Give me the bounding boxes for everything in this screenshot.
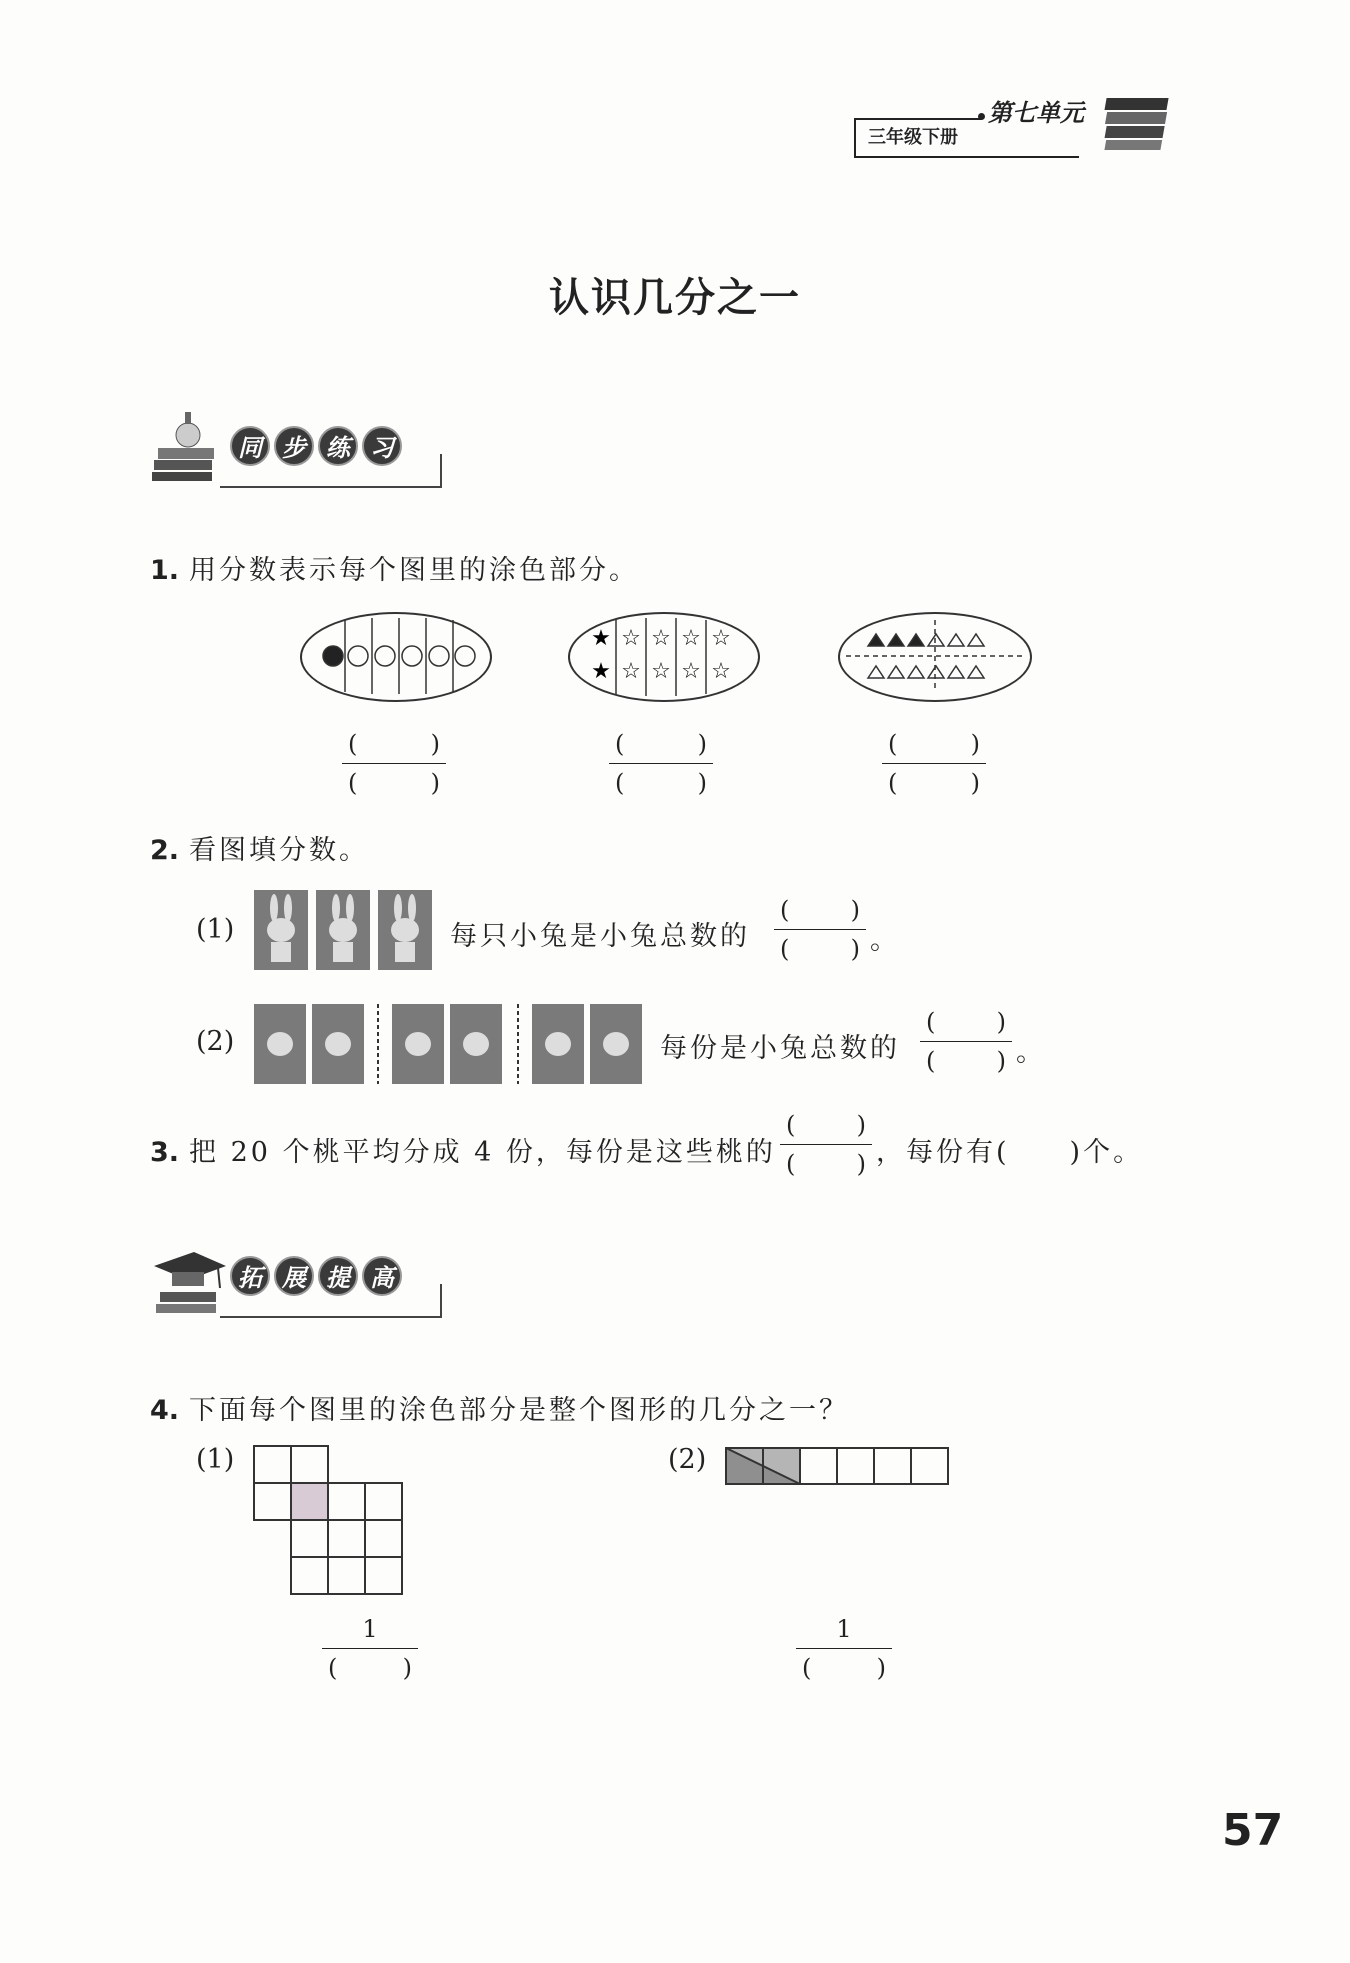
header-line — [854, 118, 856, 156]
bunny-icon — [254, 890, 440, 972]
extension-banner — [148, 1240, 448, 1320]
svg-text:☆: ☆ — [681, 626, 701, 651]
svg-text:☆: ☆ — [651, 626, 671, 651]
unit-header — [848, 90, 1188, 170]
banner-char: 同 — [230, 426, 270, 466]
svg-text:☆: ☆ — [681, 659, 701, 684]
banner-title — [230, 426, 402, 466]
header-dot — [978, 113, 985, 120]
banner-title — [230, 1256, 402, 1296]
fraction-answer[interactable]: 1 ( ) — [322, 1612, 418, 1685]
svg-text:☆: ☆ — [711, 659, 731, 684]
triangles-icon — [838, 612, 1032, 702]
fraction-answer[interactable]: 1 ( ) — [796, 1612, 892, 1685]
practice-banner — [148, 410, 448, 490]
svg-text:☆: ☆ — [621, 659, 641, 684]
strip-figure — [724, 1446, 954, 1488]
unit-label: 第七单元 — [988, 99, 1084, 127]
fraction-answer[interactable]: ( ) ( ) — [920, 1005, 1012, 1078]
svg-text:☆: ☆ — [711, 626, 731, 651]
part-label: (1) — [196, 914, 235, 945]
part-label: (1) — [196, 1444, 235, 1475]
question-3: 3. 把 20 个桃平均分成 4 份，每份是这些桃的 — [150, 1137, 776, 1168]
svg-text:☆: ☆ — [651, 659, 671, 684]
header-line — [854, 156, 1079, 158]
period: 。 — [1016, 1037, 1046, 1068]
circles-icon — [300, 612, 492, 702]
page-number: 57 — [1222, 1805, 1284, 1856]
page-title: 认识几分之一 — [549, 275, 801, 321]
banner-char: 提 — [318, 1256, 358, 1296]
fraction-answer[interactable]: ( ) ( ) — [882, 727, 986, 800]
q3-tail: ，每份有( )个。 — [876, 1137, 1144, 1168]
books-icon — [1103, 90, 1183, 160]
fraction-answer[interactable]: ( ) ( ) — [780, 1108, 872, 1181]
grid-figure — [252, 1444, 412, 1604]
q2-part1-text: 每只小兔是小兔总数的 — [450, 921, 750, 952]
fraction-answer[interactable]: ( ) ( ) — [774, 893, 866, 966]
banner-char: 习 — [362, 426, 402, 466]
fraction-answer[interactable]: ( ) ( ) — [609, 727, 713, 800]
header-line — [854, 118, 982, 120]
period: 。 — [870, 925, 900, 956]
svg-text:☆: ☆ — [621, 626, 641, 651]
svg-text:★: ★ — [591, 626, 611, 651]
banner-char: 展 — [274, 1256, 314, 1296]
banner-char: 拓 — [230, 1256, 270, 1296]
banner-char: 高 — [362, 1256, 402, 1296]
banner-char: 练 — [318, 426, 358, 466]
fraction-answer[interactable]: ( ) ( ) — [342, 727, 446, 800]
svg-text:★: ★ — [591, 659, 611, 684]
question-1: 1. 用分数表示每个图里的涂色部分。 — [150, 555, 640, 586]
graduation-cap-icon — [148, 1240, 228, 1320]
question-2: 2. 看图填分数。 — [150, 835, 370, 866]
part-label: (2) — [196, 1026, 235, 1057]
bunny-icon — [254, 1004, 654, 1086]
stars-icon — [568, 612, 760, 702]
question-4: 4. 下面每个图里的涂色部分是整个图形的几分之一？ — [150, 1395, 850, 1426]
part-label: (2) — [668, 1444, 707, 1475]
banner-char: 步 — [274, 426, 314, 466]
lamp-books-icon — [148, 410, 228, 490]
grade-label: 三年级下册 — [868, 127, 958, 148]
q2-part2-text: 每份是小兔总数的 — [660, 1033, 900, 1064]
